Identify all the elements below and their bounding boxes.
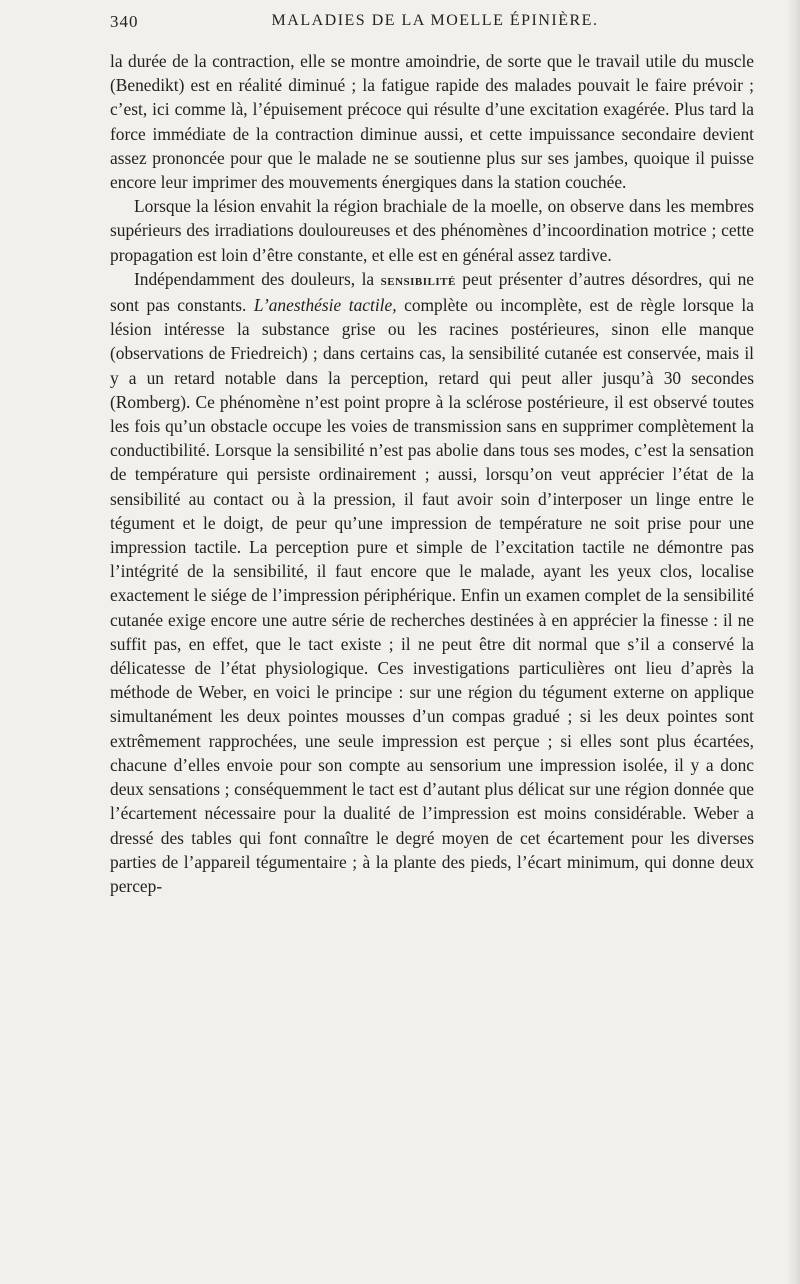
sensibility-term: sensibilité [380,272,456,289]
body-text [110,49,754,898]
paragraph-contraction: la durée de la contraction, elle se montre amoindrie, de sorte que le travail utile du muscle (Benedikt) est en réalité diminué ; la fatigue rapide des malades pouvait le faire prévoir ; c’est, ici comme là, l’épuisement précoce qui résulte d’une excitation exagérée. Plus tard la force immédiate de la contraction diminue aussi, et cette impuissance secondaire devient assez prononcée pour que le malade ne se soutienne plus sur ses jambes, quoique il puisse encore leur imprimer des mouvements énergiques dans la station couchée. [110,51,754,193]
paragraph-sensibility-continuation: peut présenter d’autres désordres, qui ne sont pas constants. [110,268,754,316]
tactile-anesthesia-term: L’anesthésie tactile, [253,295,397,316]
paragraph-brachial-region: Lorsque la lésion envahit la région brachiale de la moelle, on observe dans les membres supérieurs des irradiations douloureuses et des phénomènes d’incoordination motrice ; cette propagation est loin d’être constante, et elle est en général assez tardive. [110,196,754,265]
running-title: MALADIES DE LA MOELLE ÉPINIÈRE. [271,12,599,29]
page-header [110,12,750,36]
paragraph-sensibility-intro: Indépendamment des douleurs, la [134,268,381,289]
paragraph-sensibility [110,267,754,898]
paragraph-sensibility-body: complète ou incomplète, est de règle lorsque la lésion intéresse la substance grise ou les racines postérieures, sinon elle manque (observations de Friedreich) ; dans certains cas, la sensibilité cutanée est conservée, mais il y a un retard notable dans la perception, retard qui peut aller jusqu’à 30 secondes (Romberg). Ce phénomène n’est point propre à la sclérose postérieure, il est observé toutes les fois qu’un obstacle occupe les voies de transmission sans en supprimer complètement la conductibilité. Lorsque la sensibilité n’est pas abolie dans tous ses modes, c’est la sensation de température qui persiste ordinairement ; aussi, lorsqu’on veut apprécier l’état de la sensibilité au contact ou à la pression, il faut avoir soin d’interposer un linge entre le tégument et le doigt, de peur qu’une impression de température ne soit prise pour une impression tactile. La perception pure et simple de l’excitation tactile ne démontre pas l’intégrité de la sensibilité, il faut encore que le malade, ayant les yeux clos, localise exactement le siége de l’impression périphérique. Enfin un examen complet de la sensibilité cutanée exige encore une autre série de recherches destinées à en apprécier la finesse : il ne suffit pas, en effet, que le tact existe ; il ne peut être dit normal que s’il a conservé la délicatesse de l’état physiologique. Ces investigations particulières ont lieu d’après la méthode de Weber, en voici le principe : sur une région du tégument externe on applique simultanément les deux pointes mousses d’un compas gradué ; si les deux pointes sont extrêmement rapprochées, une seule impression est perçue ; si elles sont plus écartées, chacune d’elles envoie pour son compte au sensorium une impression isolée, il y a donc deux sensations ; conséquemment le tact est d’autant plus délicat sur une région donnée que l’écartement nécessaire pour la dualité de l’impression est moins considérable. Weber a dressé des tables qui font connaître le degré moyen de cet écartement pour les diverses parties de l’appareil tégumentaire ; à la plante des pieds, l’écart minimum, qui donne deux percep- [110,295,754,896]
page-number: 340 [110,12,139,31]
page-edge-shadow [786,0,800,1284]
